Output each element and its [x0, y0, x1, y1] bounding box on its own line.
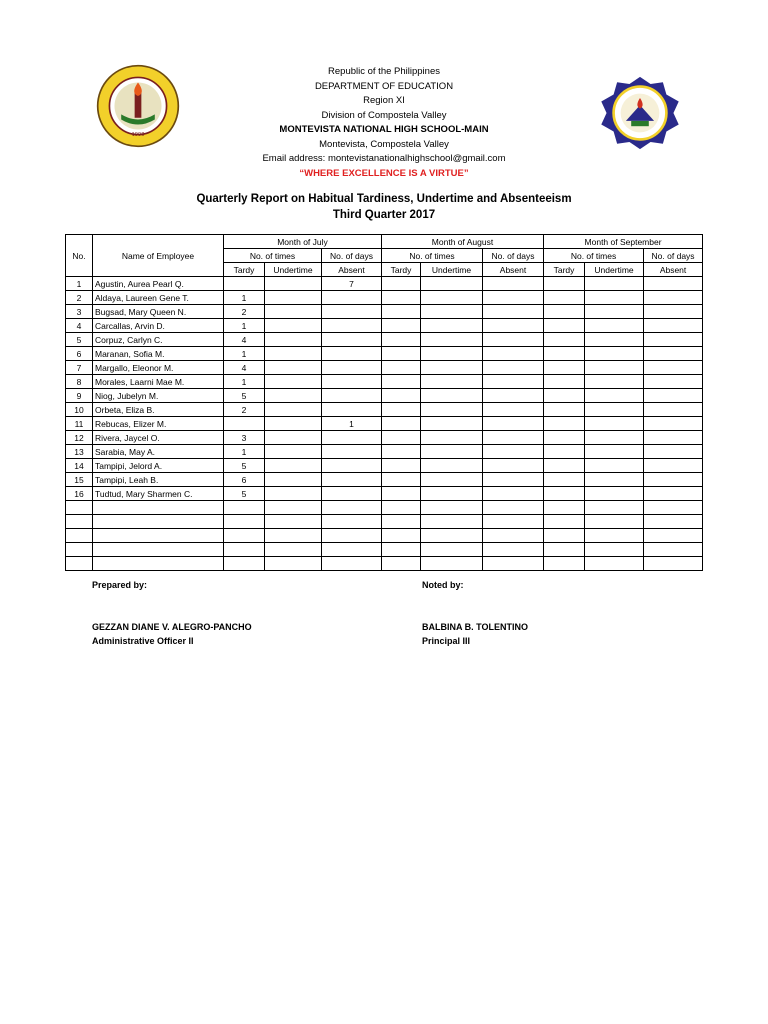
- empty-cell: [585, 529, 644, 543]
- table-row: [66, 291, 703, 305]
- value-cell: [644, 347, 703, 361]
- absent-header: Absent: [644, 263, 703, 277]
- empty-cell: [544, 515, 585, 529]
- employee-name: Maranan, Sofia M.: [93, 347, 224, 361]
- value-cell: [644, 417, 703, 431]
- value-cell: [585, 487, 644, 501]
- value-cell: [265, 431, 322, 445]
- value-cell: [322, 403, 382, 417]
- empty-cell: [421, 557, 483, 571]
- value-cell: [585, 319, 644, 333]
- empty-cell: [265, 501, 322, 515]
- empty-cell: [483, 515, 544, 529]
- prepared-by-label: Prepared by:: [92, 580, 148, 590]
- empty-cell: [66, 557, 93, 571]
- table-row: [66, 389, 703, 403]
- empty-cell: [224, 529, 265, 543]
- absent-header: Absent: [322, 263, 382, 277]
- empty-cell: [585, 501, 644, 515]
- value-cell: [382, 375, 421, 389]
- noted-by-title: Principal III: [422, 636, 471, 646]
- value-cell: [265, 305, 322, 319]
- value-cell: [265, 487, 322, 501]
- prepared-by-name: GEZZAN DIANE V. ALEGRO-PANCHO: [92, 622, 252, 632]
- empty-cell: [93, 529, 224, 543]
- noted-by-block: [422, 620, 528, 648]
- value-cell: 6: [224, 473, 265, 487]
- employee-name: Rebucas, Elizer M.: [93, 417, 224, 431]
- value-cell: [421, 487, 483, 501]
- value-cell: [421, 277, 483, 291]
- employee-name: Bugsad, Mary Queen N.: [93, 305, 224, 319]
- row-number: 2: [66, 291, 93, 305]
- tardy-header: Tardy: [224, 263, 265, 277]
- empty-cell: [66, 501, 93, 515]
- value-cell: [224, 277, 265, 291]
- value-cell: [483, 305, 544, 319]
- value-cell: [421, 347, 483, 361]
- value-cell: [382, 417, 421, 431]
- empty-cell: [544, 557, 585, 571]
- value-cell: [483, 445, 544, 459]
- value-cell: 1: [224, 319, 265, 333]
- undertime-header: Undertime: [421, 263, 483, 277]
- value-cell: [544, 487, 585, 501]
- empty-cell: [421, 501, 483, 515]
- month-header-july: Month of July: [224, 235, 382, 249]
- table-row: [66, 445, 703, 459]
- value-cell: [265, 389, 322, 403]
- value-cell: [483, 375, 544, 389]
- empty-cell: [421, 515, 483, 529]
- times-header: No. of times: [224, 249, 322, 263]
- value-cell: [544, 305, 585, 319]
- value-cell: 3: [224, 431, 265, 445]
- blank-row: [66, 557, 703, 571]
- value-cell: [644, 305, 703, 319]
- value-cell: [644, 445, 703, 459]
- value-cell: [265, 375, 322, 389]
- prepared-by-title: Administrative Officer II: [92, 636, 194, 646]
- empty-cell: [585, 543, 644, 557]
- empty-cell: [224, 557, 265, 571]
- table-row: [66, 375, 703, 389]
- table-row: [66, 487, 703, 501]
- employee-name: Aldaya, Laureen Gene T.: [93, 291, 224, 305]
- month-header-september: Month of September: [544, 235, 703, 249]
- value-cell: [544, 389, 585, 403]
- letterhead: [200, 65, 568, 181]
- row-number: 9: [66, 389, 93, 403]
- value-cell: [585, 277, 644, 291]
- value-cell: [585, 333, 644, 347]
- value-cell: 1: [224, 445, 265, 459]
- empty-cell: [265, 529, 322, 543]
- value-cell: [544, 277, 585, 291]
- empty-cell: [644, 543, 703, 557]
- table-row: [66, 417, 703, 431]
- value-cell: [644, 375, 703, 389]
- name-header: Name of Employee: [93, 235, 224, 277]
- tardiness-report-table: [65, 234, 703, 571]
- value-cell: [421, 431, 483, 445]
- value-cell: [421, 361, 483, 375]
- value-cell: [421, 333, 483, 347]
- employee-name: Sarabia, May A.: [93, 445, 224, 459]
- empty-cell: [382, 529, 421, 543]
- empty-cell: [644, 501, 703, 515]
- value-cell: [265, 403, 322, 417]
- table-row: [66, 459, 703, 473]
- row-number: 7: [66, 361, 93, 375]
- value-cell: [585, 347, 644, 361]
- school-motto: “WHERE EXCELLENCE IS A VIRTUE”: [299, 167, 469, 179]
- value-cell: [483, 487, 544, 501]
- empty-cell: [322, 543, 382, 557]
- value-cell: [322, 459, 382, 473]
- value-cell: [322, 375, 382, 389]
- value-cell: [585, 375, 644, 389]
- tardy-header: Tardy: [382, 263, 421, 277]
- value-cell: [483, 473, 544, 487]
- empty-cell: [93, 557, 224, 571]
- empty-cell: [585, 515, 644, 529]
- value-cell: [585, 417, 644, 431]
- value-cell: [544, 319, 585, 333]
- value-cell: 1: [224, 347, 265, 361]
- empty-cell: [483, 529, 544, 543]
- absent-header: Absent: [483, 263, 544, 277]
- empty-cell: [224, 543, 265, 557]
- value-cell: [421, 305, 483, 319]
- times-header: No. of times: [382, 249, 483, 263]
- value-cell: [421, 389, 483, 403]
- value-cell: [544, 473, 585, 487]
- value-cell: [382, 431, 421, 445]
- value-cell: [421, 473, 483, 487]
- value-cell: [382, 473, 421, 487]
- school-address: Montevista, Compostela Valley: [319, 138, 449, 150]
- value-cell: [585, 305, 644, 319]
- row-number: 5: [66, 333, 93, 347]
- empty-cell: [322, 501, 382, 515]
- value-cell: 1: [224, 375, 265, 389]
- row-number: 13: [66, 445, 93, 459]
- value-cell: 4: [224, 333, 265, 347]
- employee-name: Orbeta, Eliza B.: [93, 403, 224, 417]
- value-cell: [421, 459, 483, 473]
- value-cell: [382, 305, 421, 319]
- table-row: [66, 305, 703, 319]
- value-cell: [544, 333, 585, 347]
- department-line: DEPARTMENT OF EDUCATION: [314, 80, 454, 92]
- value-cell: [322, 361, 382, 375]
- value-cell: 7: [322, 277, 382, 291]
- value-cell: [265, 291, 322, 305]
- value-cell: [382, 459, 421, 473]
- month-header-august: Month of August: [382, 235, 544, 249]
- empty-cell: [224, 501, 265, 515]
- table-row: [66, 361, 703, 375]
- table-row: [66, 319, 703, 333]
- value-cell: [421, 319, 483, 333]
- value-cell: [585, 389, 644, 403]
- row-number: 3: [66, 305, 93, 319]
- empty-cell: [265, 543, 322, 557]
- value-cell: [382, 487, 421, 501]
- empty-cell: [93, 515, 224, 529]
- value-cell: [585, 403, 644, 417]
- days-header: No. of days: [483, 249, 544, 263]
- value-cell: [265, 361, 322, 375]
- value-cell: [483, 333, 544, 347]
- blank-row: [66, 515, 703, 529]
- value-cell: [644, 333, 703, 347]
- table-row: [66, 347, 703, 361]
- empty-cell: [322, 515, 382, 529]
- value-cell: [265, 347, 322, 361]
- value-cell: [585, 431, 644, 445]
- report-title-block: [100, 191, 668, 223]
- value-cell: [585, 445, 644, 459]
- value-cell: [483, 319, 544, 333]
- value-cell: [644, 361, 703, 375]
- value-cell: [483, 389, 544, 403]
- row-number: 16: [66, 487, 93, 501]
- empty-cell: [66, 515, 93, 529]
- employee-name: Tudtud, Mary Sharmen C.: [93, 487, 224, 501]
- employee-name: Margallo, Eleonor M.: [93, 361, 224, 375]
- value-cell: [382, 333, 421, 347]
- value-cell: [265, 445, 322, 459]
- empty-cell: [66, 529, 93, 543]
- empty-cell: [544, 543, 585, 557]
- employee-name: Corpuz, Carlyn C.: [93, 333, 224, 347]
- value-cell: 2: [224, 305, 265, 319]
- employee-name: Carcallas, Arvin D.: [93, 319, 224, 333]
- value-cell: [265, 473, 322, 487]
- value-cell: [322, 319, 382, 333]
- value-cell: [585, 291, 644, 305]
- email-address: Email address: montevistanationalhighschool@gmail.com: [262, 153, 506, 164]
- value-cell: [382, 389, 421, 403]
- value-cell: [322, 347, 382, 361]
- value-cell: [421, 417, 483, 431]
- table-row: [66, 333, 703, 347]
- report-subtitle: Third Quarter 2017: [332, 209, 436, 221]
- value-cell: [322, 487, 382, 501]
- blank-row: [66, 501, 703, 515]
- value-cell: [644, 487, 703, 501]
- value-cell: [421, 375, 483, 389]
- value-cell: 5: [224, 389, 265, 403]
- undertime-header: Undertime: [265, 263, 322, 277]
- division-seal-logo: [96, 64, 180, 148]
- value-cell: [544, 417, 585, 431]
- employee-name: Niog, Jubelyn M.: [93, 389, 224, 403]
- empty-cell: [382, 501, 421, 515]
- empty-cell: [224, 515, 265, 529]
- employee-name: Rivera, Jaycel O.: [93, 431, 224, 445]
- school-seal-logo: [596, 75, 684, 151]
- value-cell: [644, 473, 703, 487]
- value-cell: [224, 417, 265, 431]
- value-cell: [382, 319, 421, 333]
- school-name: MONTEVISTA NATIONAL HIGH SCHOOL-MAIN: [279, 124, 489, 135]
- value-cell: [483, 277, 544, 291]
- value-cell: [265, 277, 322, 291]
- division-line: Division of Compostela Valley: [321, 109, 447, 121]
- table-row: [66, 431, 703, 445]
- value-cell: [544, 459, 585, 473]
- no-header: No.: [66, 235, 93, 277]
- value-cell: [382, 277, 421, 291]
- empty-cell: [585, 557, 644, 571]
- noted-by-name: BALBINA B. TOLENTINO: [422, 622, 528, 632]
- report-table-body: [66, 277, 703, 571]
- empty-cell: [93, 543, 224, 557]
- value-cell: [544, 445, 585, 459]
- noted-by-label: Noted by:: [422, 580, 464, 590]
- report-title: Quarterly Report on Habitual Tardiness, Undertime and Absenteeism: [196, 193, 572, 205]
- employee-name: Tampipi, Leah B.: [93, 473, 224, 487]
- empty-cell: [265, 515, 322, 529]
- value-cell: [585, 459, 644, 473]
- empty-cell: [544, 501, 585, 515]
- undertime-header: Undertime: [585, 263, 644, 277]
- value-cell: [483, 431, 544, 445]
- value-cell: [322, 473, 382, 487]
- table-row: [66, 403, 703, 417]
- svg-text:1998: 1998: [131, 132, 145, 139]
- empty-cell: [265, 557, 322, 571]
- value-cell: [483, 403, 544, 417]
- value-cell: [382, 361, 421, 375]
- value-cell: [644, 319, 703, 333]
- employee-name: Morales, Laarni Mae M.: [93, 375, 224, 389]
- empty-cell: [421, 529, 483, 543]
- value-cell: [322, 431, 382, 445]
- row-number: 6: [66, 347, 93, 361]
- tardy-header: Tardy: [544, 263, 585, 277]
- empty-cell: [644, 529, 703, 543]
- empty-cell: [483, 557, 544, 571]
- value-cell: [382, 291, 421, 305]
- republic-line: Republic of the Philippines: [328, 66, 440, 77]
- days-header: No. of days: [644, 249, 703, 263]
- empty-cell: [322, 529, 382, 543]
- row-number: 8: [66, 375, 93, 389]
- row-number: 14: [66, 459, 93, 473]
- empty-cell: [644, 515, 703, 529]
- table-row: [66, 277, 703, 291]
- empty-cell: [421, 543, 483, 557]
- empty-cell: [93, 501, 224, 515]
- value-cell: [544, 361, 585, 375]
- value-cell: [265, 333, 322, 347]
- value-cell: [322, 305, 382, 319]
- prepared-by-block: [92, 620, 252, 648]
- value-cell: [421, 291, 483, 305]
- row-number: 12: [66, 431, 93, 445]
- value-cell: [585, 473, 644, 487]
- value-cell: [322, 333, 382, 347]
- value-cell: 5: [224, 487, 265, 501]
- value-cell: [585, 361, 644, 375]
- blank-row: [66, 543, 703, 557]
- value-cell: [322, 389, 382, 403]
- value-cell: [382, 445, 421, 459]
- employee-name: Tampipi, Jelord A.: [93, 459, 224, 473]
- empty-cell: [382, 515, 421, 529]
- value-cell: [544, 431, 585, 445]
- value-cell: [421, 403, 483, 417]
- empty-cell: [483, 543, 544, 557]
- empty-cell: [382, 557, 421, 571]
- value-cell: [483, 361, 544, 375]
- empty-cell: [644, 557, 703, 571]
- value-cell: [644, 431, 703, 445]
- region-line: Region XI: [363, 95, 405, 106]
- value-cell: [483, 417, 544, 431]
- value-cell: [544, 403, 585, 417]
- times-header: No. of times: [544, 249, 644, 263]
- days-header: No. of days: [322, 249, 382, 263]
- value-cell: [483, 291, 544, 305]
- row-number: 4: [66, 319, 93, 333]
- value-cell: [382, 403, 421, 417]
- value-cell: [644, 291, 703, 305]
- value-cell: 5: [224, 459, 265, 473]
- value-cell: [483, 347, 544, 361]
- empty-cell: [66, 543, 93, 557]
- value-cell: [544, 375, 585, 389]
- value-cell: 1: [322, 417, 382, 431]
- value-cell: [644, 389, 703, 403]
- value-cell: [483, 459, 544, 473]
- value-cell: [544, 291, 585, 305]
- value-cell: 1: [224, 291, 265, 305]
- row-number: 15: [66, 473, 93, 487]
- value-cell: [265, 459, 322, 473]
- value-cell: 4: [224, 361, 265, 375]
- value-cell: [322, 445, 382, 459]
- blank-row: [66, 529, 703, 543]
- value-cell: [421, 445, 483, 459]
- empty-cell: [382, 543, 421, 557]
- empty-cell: [544, 529, 585, 543]
- value-cell: [322, 291, 382, 305]
- value-cell: [644, 403, 703, 417]
- value-cell: [265, 417, 322, 431]
- value-cell: [644, 459, 703, 473]
- row-number: 10: [66, 403, 93, 417]
- value-cell: [644, 277, 703, 291]
- empty-cell: [483, 501, 544, 515]
- value-cell: 2: [224, 403, 265, 417]
- row-number: 11: [66, 417, 93, 431]
- value-cell: [265, 319, 322, 333]
- value-cell: [544, 347, 585, 361]
- employee-name: Agustin, Aurea Pearl Q.: [93, 277, 224, 291]
- value-cell: [382, 347, 421, 361]
- row-number: 1: [66, 277, 93, 291]
- empty-cell: [322, 557, 382, 571]
- table-row: [66, 473, 703, 487]
